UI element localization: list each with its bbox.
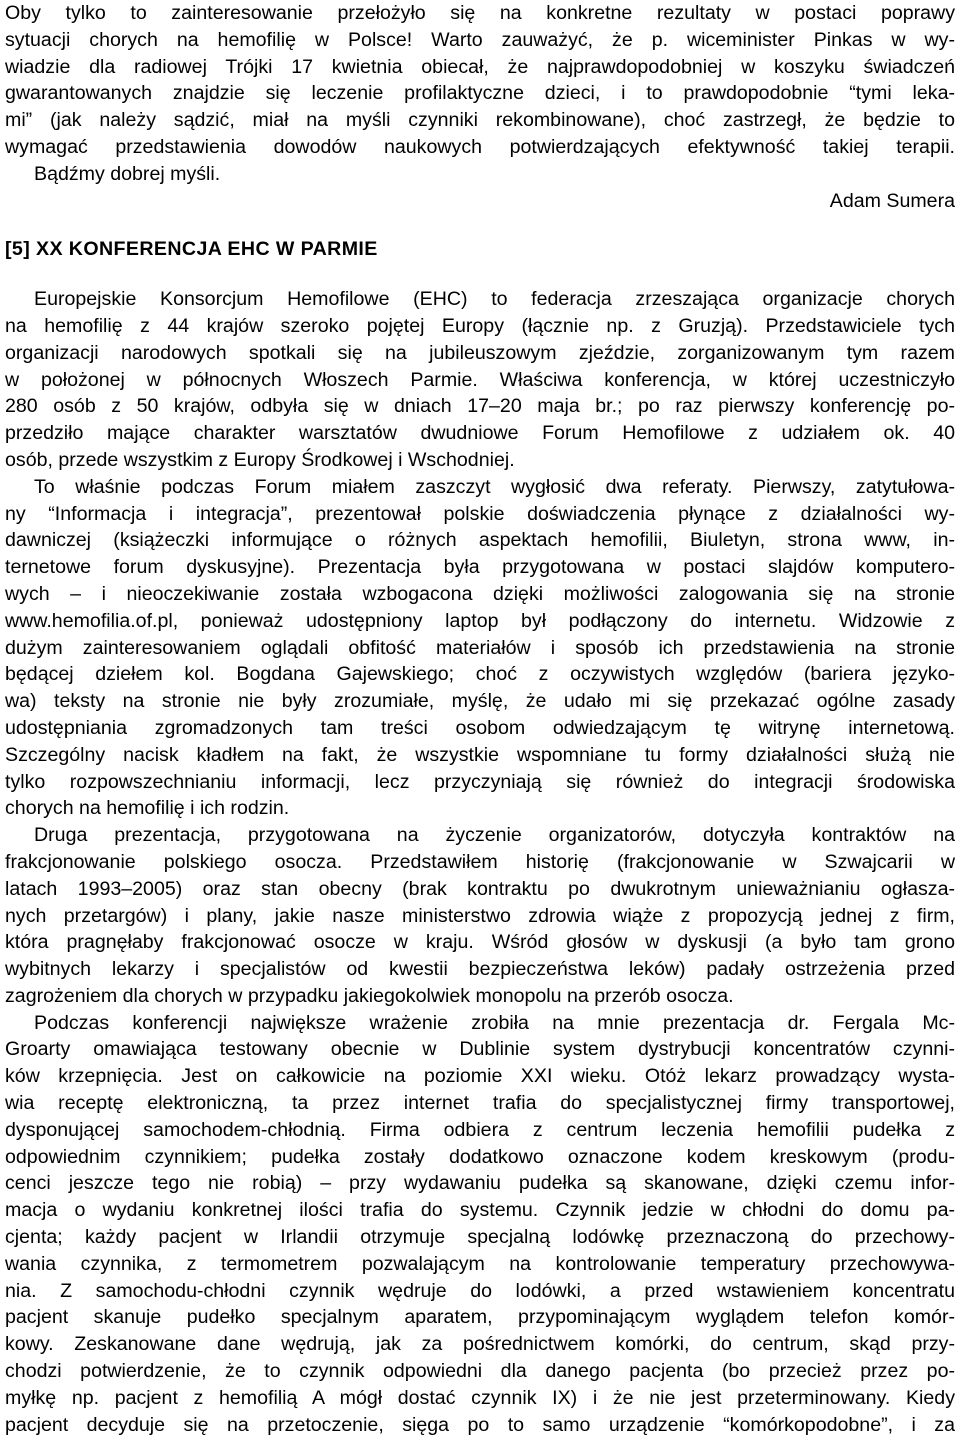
text-line: osób, przede wszystkim z Europy Środkowej i Wschodniej. (5, 448, 515, 471)
text-line: wiadzie dla radiowej Trójki 17 kwietnia obiecał, że najprawdopodobniej w koszyku świadczeń (5, 55, 955, 78)
text-line: zagrożeniem dla chorych w przypadku jakiegokolwiek monopolu na przerób osocza. (5, 984, 734, 1007)
spacer (5, 214, 955, 236)
document-page (5, 0, 955, 1438)
paragraph (5, 286, 955, 474)
text-line: która pragnęłaby frakcjonować osocze w kraju. Wśród głosów w dyskusji (a było tam grono (5, 931, 955, 954)
text-line: nych przetargów) i plany, jakie nasze ministerstwo zdrowia wiąże z propozycją jednej z firm, (5, 904, 955, 927)
text-line: wa) teksty na stronie nie były zrozumiałe, myślę, że udało mi się przekazać ogólne zasady (5, 690, 955, 713)
text-line: na hemofilię z 44 krajów szeroko pojętej Europy (łącznie np. z Gruzją). Przedstawiciele tych (5, 314, 955, 337)
text-line: tylko rozpowszechnianiu informacji, lecz przyczyniają się również do integracji środowiska (5, 770, 955, 793)
paragraph (5, 474, 955, 822)
text-line: dawniczej (książeczki informujące o różnych aspektach hemofilii, Biuletyn, strona www, in- (5, 529, 955, 552)
text-line: odpowiednim czynnikiem; pudełka zostały dodatkowo oznaczone kodem kreskowym (produ- (5, 1145, 955, 1168)
paragraph (5, 1010, 955, 1439)
text-line: dużym zainteresowaniem oglądali obfitość materiałów i sposób ich przedstawienia na stronie (5, 636, 955, 659)
paragraph (5, 822, 955, 1010)
text-line: wybitnych lekarzy i specjalistów od kwestii bezpieczeństwa leków) padały ostrzeżenia przed (5, 958, 955, 981)
text-line: nia. Z samochodu-chłodni czynnik wędruje do lodówki, a przed wstawieniem koncentratu (5, 1279, 955, 1302)
text-line: frakcjonowanie polskiego osocza. Przedstawiłem historię (frakcjonowanie w Szwajcarii w (5, 850, 955, 873)
text-line: udostępniania zgromadzonych tam treści osobom odwiedzającym tę witrynę internetową. (5, 716, 955, 739)
text-line: myłkę np. pacjent z hemofilią A mógł dostać czynnik IX) i że nie jest przeterminowany. Kiedy (5, 1386, 955, 1409)
text-line: Szczególny nacisk kładłem na fakt, że wszystkie wspomniane tu formy działalności służą nie (5, 743, 955, 766)
text-line: Podczas konferencji największe wrażenie zrobiła na mnie prezentacja dr. Fergala Mc- (34, 1011, 955, 1034)
text-line: Europejskie Konsorcjum Hemofilowe (EHC) to federacja zrzeszająca organizacje chorych (34, 288, 955, 311)
text-line: ny “Informacja i integracja”, prezentował polskie doświadczenia płynące z działalności wy- (5, 502, 955, 525)
text-line: macja o wydaniu konkretnej ilości trafia do systemu. Czynnik jedzie w chłodni do domu pa- (5, 1199, 955, 1222)
text-line: To właśnie podczas Forum miałem zaszczyt wygłosić dwa referaty. Pierwszy, zatytułowa- (34, 475, 955, 498)
text-line: ków krzepnięcia. Jest on całkowicie na poziomie XXI wieku. Otóż lekarz prowadzący wysta- (5, 1065, 955, 1088)
text-line: dysponującej samochodem-chłodnią. Firma odbiera z centrum leczenia hemofilii pudełka z (5, 1118, 955, 1141)
text-line: chorych na hemofilię i ich rodzin. (5, 797, 290, 820)
text-line: kowy. Zeskanowane dane wędrują, jak za pośrednictwem komórki, do centrum, skąd przy- (5, 1333, 955, 1356)
text-line: wych – i nieoczekiwanie została wzbogacona dzięki możliwości zalogowania się na stronie (5, 582, 955, 605)
text-line: gwarantowanych znajdzie się leczenie profilaktyczne dzieci, i to prawdopodobnie “tymi leka- (5, 82, 955, 105)
text-line: wymagać przedstawienia dowodów naukowych potwierdzających efektywność takiej terapii. (5, 135, 955, 158)
text-line: organizacji narodowych spotkali się na jubileuszowym zjeździe, zorganizowanym tym razem (5, 341, 955, 364)
text-line: latach 1993–2005) oraz stan obecny (brak kontraktu po dwukrotnym unieważnianiu ogłasza- (5, 877, 955, 900)
text-line: pacjent decyduje się na przetoczenie, sięga po to samo urządzenie “komórkopodobne”, i za (5, 1413, 955, 1436)
text-line: mi” (jak należy sądzić, miał na myśli czynniki rekombinowane), choć zastrzegł, że będzie to (5, 109, 955, 132)
text-line: ternetowe forum dyskusyjne). Prezentacja była przygotowana w postaci slajdów komputero- (5, 556, 955, 579)
text-line: wia receptę elektroniczną, ta przez internet trafia do specjalistycznej firmy transportowej, (5, 1092, 955, 1115)
text-line: Groarty omawiająca testowany obecnie w Dublinie system dystrybucji koncentratów czynni- (5, 1038, 955, 1061)
text-line: pacjent skanuje pudełko specjalnym aparatem, przypominającym wyglądem telefon komór- (5, 1306, 955, 1329)
text-line: będącej dziełem kol. Bogdana Gajewskiego; choć z oczywistych względów (bariera językо- (5, 663, 955, 686)
text-line: Druga prezentacja, przygotowana na życzenie organizatorów, dotyczyła kontraktów na (34, 824, 955, 847)
author-signature: Adam Sumera (829, 189, 955, 212)
text-line: przedziło mające charakter warsztatów dwudniowe Forum Hemofilowe z udziałem ok. 40 (5, 422, 955, 445)
text-line: 280 osób z 50 krajów, odbyła się w dniach 17–20 maja br.; po raz pierwszy konferencję po- (5, 395, 955, 418)
text-line: wania czynnika, z termometrem pozwalającym na kontrolowanie temperatury przechowywa- (5, 1252, 955, 1275)
spacer (5, 263, 955, 283)
text-line: w położonej w północnych Włoszech Parmie. Właściwa konferencja, w której uczestniczyło (5, 368, 955, 391)
text-line: www.hemofilia.of.pl, ponieważ udostępniony laptop był podłączony do internetu. Widzowie z (5, 609, 955, 632)
text-line: cenci jeszcze tego nie robią) – przy wydawaniu pudełka są skanowane, dzięki czemu infor- (5, 1172, 955, 1195)
section-heading: [5] XX KONFERENCJA EHC W PARMIE (5, 238, 378, 261)
text-line: cjenta; każdy pacjent w Irlandii otrzymuje specjalną lodówkę przeznaczoną do przechowy- (5, 1226, 955, 1249)
text-line: chodzi potwierdzenie, że to czynnik odpowiedni dla danego pacjenta (bo przecież przez po- (5, 1360, 955, 1383)
text-line: Oby tylko to zainteresowanie przełożyło się na konkretne rezultaty w postaci poprawy (5, 2, 955, 24)
text-line: Bądźmy dobrej myśli. (34, 162, 221, 185)
continued-paragraph (5, 0, 955, 214)
text-line: sytuacji chorych na hemofilię w Polsce! Warto zauważyć, że p. wiceminister Pinkas w wy- (5, 28, 955, 51)
